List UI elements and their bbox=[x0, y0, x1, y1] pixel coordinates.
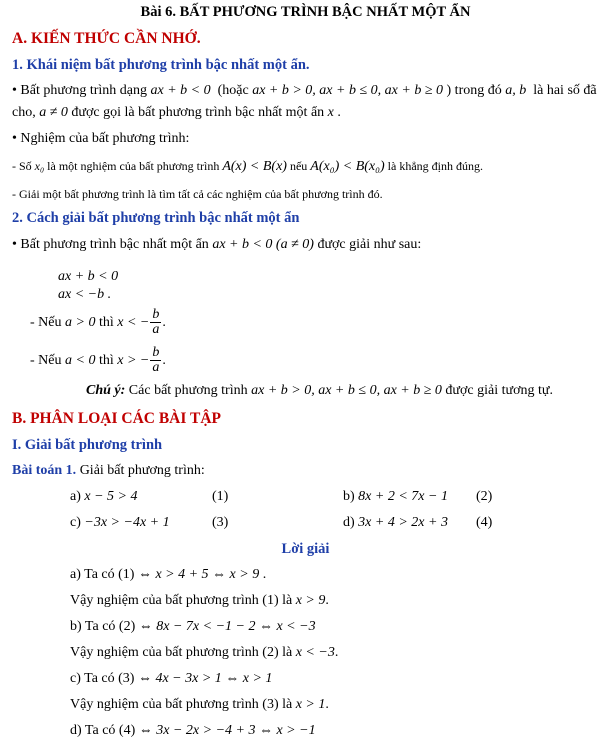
solution-line: b) Ta có (2) ⇔ 8x − 7x < −1 − 2 ⇔ x < −3 bbox=[70, 619, 316, 634]
solution-line: d) Ta có (4) ⇔ 3x − 2x > −4 + 3 ⇔ x > −1 bbox=[70, 723, 316, 738]
solution-heading: Lời giải bbox=[281, 541, 330, 557]
exercise-item-d: d) 3x + 4 > 2x + 3 bbox=[343, 515, 448, 530]
exercise-item-a: a) x − 5 > 4 bbox=[70, 489, 138, 504]
step-2: ax < −b . bbox=[58, 287, 112, 302]
solving-definition: - Giải một bất phương trình là tìm tất cả các nghiệm của bất phương trình đó. bbox=[12, 187, 383, 201]
exercise-item-b: b) 8x + 2 < 7x − 1 bbox=[343, 489, 448, 504]
subsection-2-heading: 2. Cách giải bất phương trình bậc nhất một ẩn bbox=[12, 210, 300, 226]
section-a-heading: A. KIẾN THỨC CẦN NHỚ. bbox=[12, 30, 201, 47]
fraction-b-over-a: $\frac{b}{a}$ bbox=[152, 345, 160, 376]
solution-line: Vậy nghiệm của bất phương trình (3) là x > 1. bbox=[70, 697, 329, 712]
solution-concept-heading: • Nghiệm của bất phương trình: bbox=[12, 131, 190, 146]
page-title: Bài 6. BẤT PHƯƠNG TRÌNH BẬC NHẤT MỘT ẨN bbox=[140, 4, 471, 20]
solution-definition: - Số x₀ là một nghiệm của bất phương trình A(x) < B(x) nếu A(x₀) < B(x₀) là khẳng định đúng. bbox=[12, 159, 483, 174]
definition-line-1: • Bất phương trình dạng ax + b < 0 (hoặc ax + b > 0, ax + b ≤ 0, ax + b ≥ 0 ) trong đó a, b là hai số đã bbox=[12, 83, 597, 98]
exercise-item-c: c) −3x > −4x + 1 bbox=[70, 515, 170, 530]
solution-line: Vậy nghiệm của bất phương trình (2) là x < −3. bbox=[70, 645, 339, 660]
exercise-number: (4) bbox=[476, 515, 493, 530]
case-a-negative: - Nếu a < 0 thì x > − $\frac{b}{a}$ . bbox=[30, 345, 166, 376]
subsection-1-heading: 1. Khái niệm bất phương trình bậc nhất một ẩn. bbox=[12, 57, 310, 73]
solution-line: Vậy nghiệm của bất phương trình (1) là x > 9. bbox=[70, 593, 329, 608]
definition-line-2: cho, a ≠ 0 được gọi là bất phương trình bậc nhất một ẩn x . bbox=[12, 105, 341, 120]
exercise-number: (1) bbox=[212, 489, 229, 504]
solution-line: a) Ta có (1) ⇔ x > 4 + 5 ⇔ x > 9 . bbox=[70, 567, 267, 582]
problem-statement: Bài toán 1. Giải bất phương trình: bbox=[12, 463, 205, 478]
step-1: ax + b < 0 bbox=[58, 269, 119, 284]
section-b-heading: B. PHÂN LOẠI CÁC BÀI TẬP bbox=[12, 410, 221, 427]
fraction-b-over-a: $\frac{b}{a}$ bbox=[152, 307, 160, 338]
subsection-i-heading: I. Giải bất phương trình bbox=[12, 437, 163, 453]
solution-line: c) Ta có (3) ⇔ 4x − 3x > 1 ⇔ x > 1 bbox=[70, 671, 273, 686]
exercise-number: (2) bbox=[476, 489, 493, 504]
case-a-positive: - Nếu a > 0 thì x < − $\frac{b}{a}$ . bbox=[30, 307, 166, 338]
solving-method-intro: • Bất phương trình bậc nhất một ẩn ax + b < 0 (a ≠ 0) được giải như sau: bbox=[12, 237, 422, 252]
note: Chú ý: Các bất phương trình ax + b > 0, ax + b ≤ 0, ax + b ≥ 0 được giải tương tự. bbox=[86, 383, 553, 398]
exercise-number: (3) bbox=[212, 515, 229, 530]
